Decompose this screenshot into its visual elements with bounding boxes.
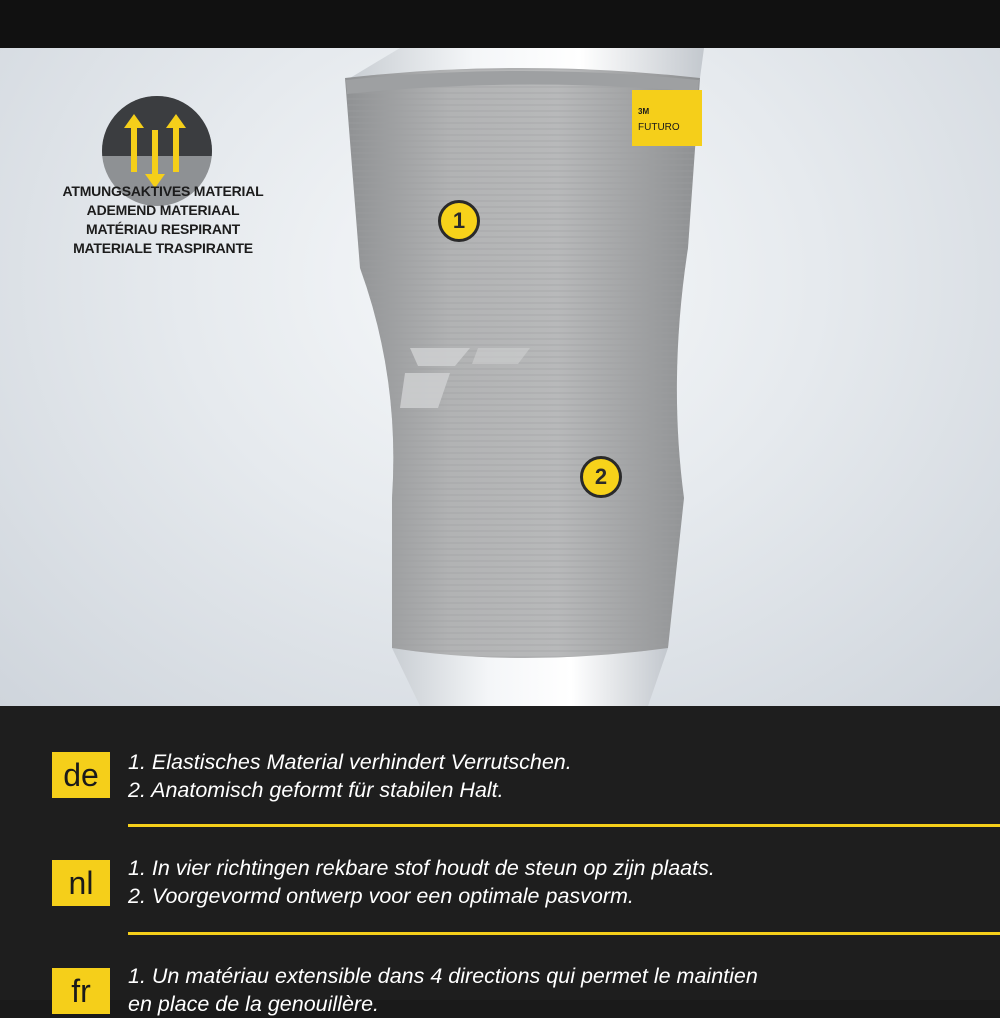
description-line: 1. In vier richtingen rekbare stof houdt de steun op zijn plaats. <box>128 856 715 880</box>
feature-line: ATMUNGSAKTIVES MATERIAL <box>62 183 264 199</box>
top-bar <box>0 0 1000 48</box>
description-line: 2. Voorgevormd ontwerp voor een optimale pasvorm. <box>128 884 634 908</box>
brand-tag <box>632 90 702 146</box>
description-panel <box>0 706 1000 1016</box>
description-line: 2. Anatomisch geformt für stabilen Halt. <box>128 778 504 802</box>
brand-maker: 3M <box>638 107 650 116</box>
description-line: en place de la genouillère. <box>128 992 380 1016</box>
description-line: 1. Elastisches Material verhindert Verrutschen. <box>128 750 572 774</box>
feature-line: MATÉRIAU RESPIRANT <box>85 221 241 237</box>
lang-tag-fr: fr <box>52 968 110 1014</box>
feature-label <box>50 182 276 258</box>
product-scene <box>0 48 1000 706</box>
lang-lines-nl <box>128 854 715 910</box>
feature-marker-1: 1 <box>438 200 480 242</box>
lang-lines-de <box>128 748 572 804</box>
lang-lines-fr <box>128 962 758 1018</box>
divider <box>128 824 1000 827</box>
feature-marker-2: 2 <box>580 456 622 498</box>
feature-line: ADEMEND MATERIAAL <box>86 202 240 218</box>
lang-tag-nl: nl <box>52 860 110 906</box>
description-line: 1. Un matériau extensible dans 4 directions qui permet le maintien <box>128 964 758 988</box>
lang-tag-de: de <box>52 752 110 798</box>
brand-name: FUTURO <box>638 122 680 133</box>
feature-line: MATERIALE TRASPIRANTE <box>73 240 253 256</box>
divider <box>128 932 1000 935</box>
